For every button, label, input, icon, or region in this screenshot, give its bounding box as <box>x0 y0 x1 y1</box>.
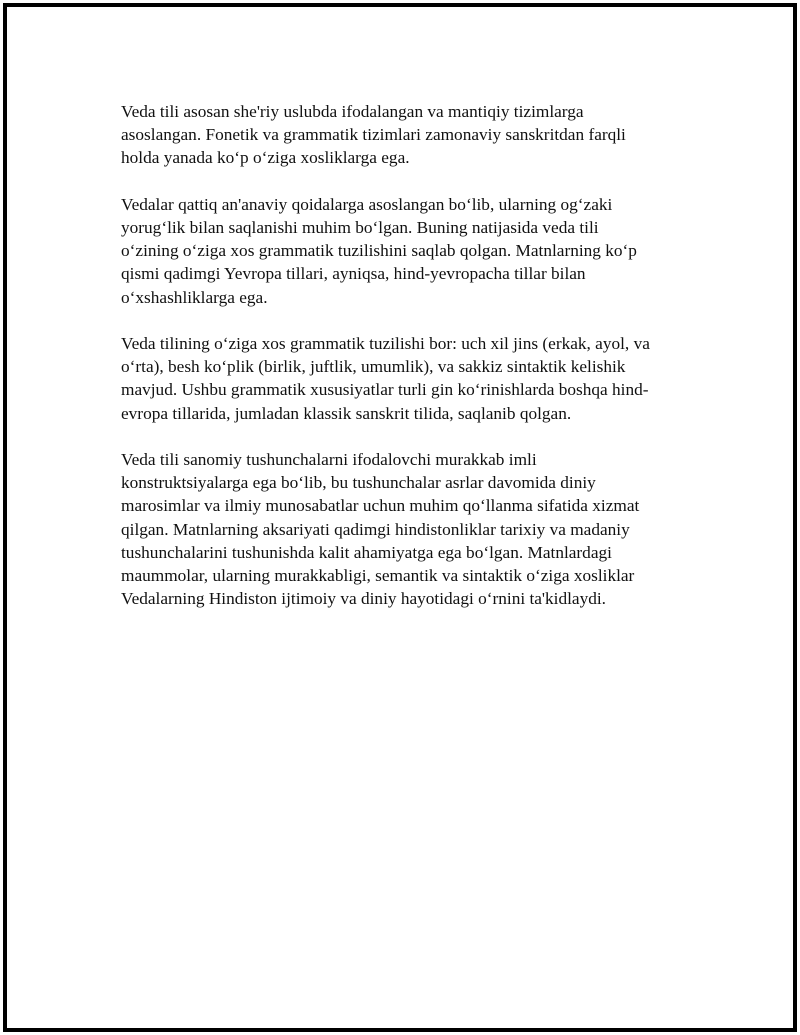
document-body <box>121 100 701 634</box>
paragraph-3: Veda tilining o‘ziga xos grammatik tuzilishi bor: uch xil jins (erkak, ayol, va o‘rta), besh ko‘plik (birlik, juftlik, umumlik), va sakkiz sintaktik kelishik mavjud. Ushbu grammatik xususiyatlar turli gin ko‘rinishlarda boshqa hind- evropa tillarida, jumladan klassik sanskrit tilida, saqlanib qolgan. <box>121 334 650 423</box>
paragraph-4: Veda tili sanomiy tushunchalarni ifodalovchi murakkab imli konstruktsiyalarga ega bo‘lib, bu tushunchalar asrlar davomida diniy marosimlar va ilmiy munosabatlar uchun muhim qo‘llanma sifatida xizmat qilgan. Matnlarning aksariyati qadimgi hindistonliklar tarixiy va madaniy tushunchalarini tushunishda kalit ahamiyatga ega bo‘lgan. Matnlardagi maummolar, ularning murakkabligi, semantik va sintaktik o‘ziga xosliklar Vedalarning Hindiston ijtimoiy va diniy hayotidagi o‘rnini ta'kidlaydi. <box>121 450 640 609</box>
paragraph-1: Veda tili asosan she'riy uslubda ifodalangan va mantiqiy tizimlarga asoslangan. Fonetik va grammatik tizimlari zamonaviy sanskritdan farqli holda yanada ko‘p o‘ziga xosliklarga ega. <box>121 102 626 168</box>
paragraph-2: Vedalar qattiq an'anaviy qoidalarga asoslangan bo‘lib, ularning og‘zaki yorug‘lik bilan saqlanishi muhim bo‘lgan. Buning natijasida veda tili o‘zining o‘ziga xos grammatik tuzilishini saqlab qolgan. Matnlarning ko‘p qismi qadimgi Yevropa tillari, ayniqsa, hind-yevropacha tillar bilan o‘xshashliklarga ega. <box>121 194 637 307</box>
page-border <box>3 3 797 1032</box>
